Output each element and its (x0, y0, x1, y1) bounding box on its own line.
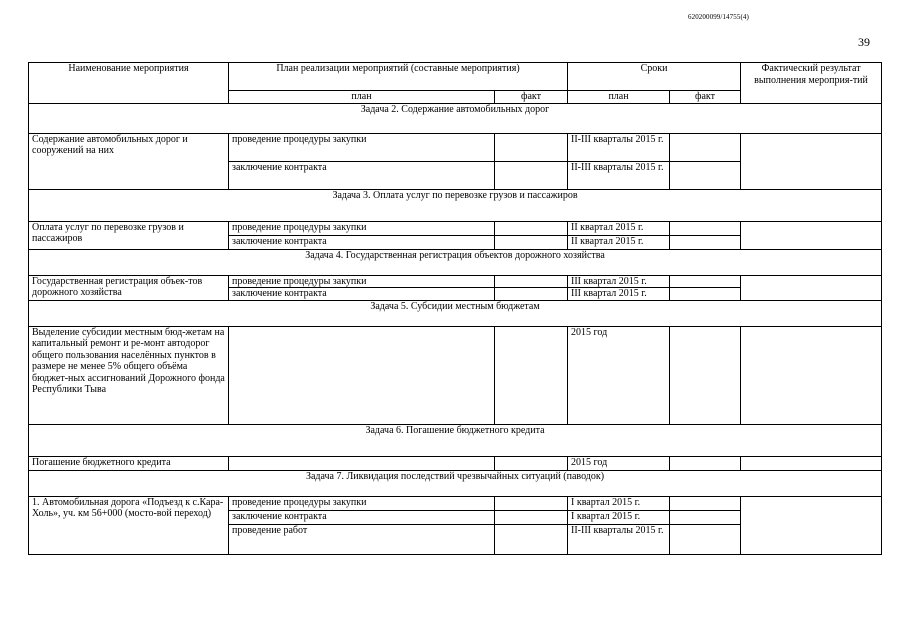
fact-cell (495, 524, 568, 554)
term-plan: I квартал 2015 г. (568, 496, 670, 510)
plan-action (229, 456, 495, 470)
fact-cell (495, 288, 568, 301)
result-cell (741, 496, 882, 554)
term-plan: III квартал 2015 г. (568, 288, 670, 301)
plan-action: проведение работ (229, 524, 495, 554)
plan-action: проведение процедуры закупки (229, 133, 495, 161)
result-cell (741, 133, 882, 189)
task-title: Задача 6. Погашение бюджетного кредита (29, 424, 882, 456)
plan-action: заключение контракта (229, 288, 495, 301)
plan-action: проведение процедуры закупки (229, 496, 495, 510)
term-fact (670, 510, 741, 524)
activity-name: Оплата услуг по перевозке грузов и пассажиров (29, 221, 229, 249)
header-name: Наименование мероприятия (29, 63, 229, 104)
header-plan-term: план (568, 91, 670, 104)
fact-cell (495, 133, 568, 161)
plan-action: заключение контракта (229, 235, 495, 249)
header-plan-impl: План реализации мероприятий (составные мероприятия) (229, 63, 568, 91)
fact-cell (495, 275, 568, 288)
term-plan: I квартал 2015 г. (568, 510, 670, 524)
term-fact (670, 235, 741, 249)
plan-action: проведение процедуры закупки (229, 221, 495, 235)
result-cell (741, 456, 882, 470)
task-title: Задача 3. Оплата услуг по перевозке грузов и пассажиров (29, 189, 882, 221)
activity-name: Государственная регистрация объек-тов дорожного хозяйства (29, 275, 229, 300)
term-fact (670, 456, 741, 470)
activity-name: Выделение субсидии местным бюд-жетам на капитальный ремонт и ре-монт автодорог общего пользования населённых пунктов в размере не менее 5% общего объёма бюджет-ных ассигнований Дорожного фонда Республики Тыва (29, 326, 229, 424)
plan-action: заключение контракта (229, 510, 495, 524)
header-fact-term: факт (670, 91, 741, 104)
term-plan: II-III кварталы 2015 г. (568, 161, 670, 189)
fact-cell (495, 456, 568, 470)
header-fact: факт (495, 91, 568, 104)
plan-table (28, 62, 882, 555)
term-fact (670, 133, 741, 161)
term-fact (670, 288, 741, 301)
term-plan: 2015 год (568, 326, 670, 424)
plan-action: проведение процедуры закупки (229, 275, 495, 288)
fact-cell (495, 161, 568, 189)
task-title: Задача 5. Субсидии местным бюджетам (29, 300, 882, 326)
page-number: 39 (858, 35, 870, 49)
term-fact (670, 275, 741, 288)
term-plan: II квартал 2015 г. (568, 235, 670, 249)
header-result: Фактический результат выполнения мероприя-тий (741, 63, 882, 104)
activity-name: Погашение бюджетного кредита (29, 456, 229, 470)
term-fact (670, 326, 741, 424)
header-terms: Сроки (568, 63, 741, 91)
header-plan: план (229, 91, 495, 104)
term-plan: II-III кварталы 2015 г. (568, 524, 670, 554)
activity-name: Содержание автомобильных дорог и сооружений на них (29, 133, 229, 189)
term-fact (670, 496, 741, 510)
fact-cell (495, 326, 568, 424)
term-plan: II-III кварталы 2015 г. (568, 133, 670, 161)
term-fact (670, 524, 741, 554)
fact-cell (495, 496, 568, 510)
result-cell (741, 326, 882, 424)
fact-cell (495, 235, 568, 249)
task-title: Задача 4. Государственная регистрация объектов дорожного хозяйства (29, 249, 882, 275)
term-plan: 2015 год (568, 456, 670, 470)
term-plan: II квартал 2015 г. (568, 221, 670, 235)
term-plan: III квартал 2015 г. (568, 275, 670, 288)
document-id: 620200099/14755(4) (688, 13, 749, 21)
term-fact (670, 221, 741, 235)
task-title: Задача 2. Содержание автомобильных дорог (29, 103, 882, 133)
fact-cell (495, 221, 568, 235)
fact-cell (495, 510, 568, 524)
plan-action: заключение контракта (229, 161, 495, 189)
term-fact (670, 161, 741, 189)
result-cell (741, 221, 882, 249)
activity-name: 1. Автомобильная дорога «Подъезд к с.Кара-Холь», уч. км 56+000 (мосто-вой переход) (29, 496, 229, 554)
task-title: Задача 7. Ликвидация последствий чрезвычайных ситуаций (паводок) (29, 470, 882, 496)
result-cell (741, 275, 882, 300)
plan-action (229, 326, 495, 424)
